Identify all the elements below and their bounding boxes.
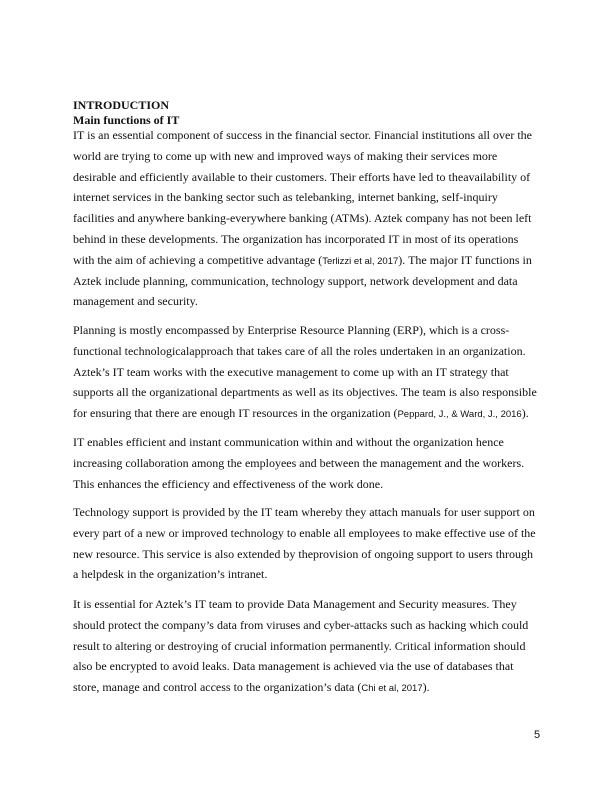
line-text: increasing collaboration among the employees and between the management and the workers. [73,455,525,470]
line-text: facilities and anywhere banking-everywhere banking (ATMs). Aztek company has not been left [73,211,532,226]
subsection-heading: Main functions of IT [73,113,180,127]
citation: Peppard, J., & Ward, J., 2016 [397,409,522,421]
line-text: management and security. [73,294,198,309]
line-text: for ensuring that there are enough IT resources in the organization ( [73,406,398,421]
paragraph-line [73,505,535,519]
paragraph-line [73,128,532,142]
paragraph-line [73,323,509,337]
paragraph-line [73,680,430,696]
line-text: also be encrypted to avoid leaks. Data management is achieved via the use of databases that [73,659,514,674]
line-text: functional technologicalapproach that takes care of all the roles undertaken in an organization. [73,343,526,358]
paragraph-line [73,659,514,673]
line-text: IT enables efficient and instant communication within and without the organization hence [73,435,504,449]
line-text: It is essential for Aztek’s IT team to provide Data Management and Security measures. They [73,597,517,611]
paragraph-line [73,294,198,308]
paragraph-line [73,477,383,491]
paragraph-line [73,344,526,358]
line-text: This enhances the efficiency and effectiveness of the work done. [73,476,384,491]
line-text: Aztek include planning, communication, technology support, network development and data [73,273,518,288]
line-text: every part of a new or improved technology to enable all employees to make effective use of the [73,525,536,540]
line-text: Planning is mostly encompassed by Enterprise Resource Planning (ERP), which is a cross- [73,323,510,337]
line-text: a helpdesk in the organization’s intranet. [73,567,268,582]
line-text: should protect the company’s data from viruses and cyber-attacks such as hacking which could [73,617,529,632]
paragraph-line [73,232,518,246]
line-text: internet services in the banking sector such as telebanking, internet banking, self-inquiry [73,190,498,205]
line-text: new resource. This service is also extended by theprovision of ongoing support to users through [73,546,534,561]
paragraph-line [73,365,509,379]
paragraph-line [73,618,528,632]
paragraph-line [73,211,532,225]
paragraph-line [73,406,529,422]
line-text: Aztek’s IT team works with the executive management to come up with an IT strategy that [73,364,509,379]
line-text: ). The major IT functions in [398,252,532,267]
page-number: 5 [534,729,541,741]
paragraph-line [73,190,498,204]
line-text: ). [422,680,430,695]
paragraph-line [73,597,517,611]
paragraph-line [73,435,504,449]
line-text: IT is an essential component of success in the financial sector. Financial institutions all over the [73,128,532,142]
paragraph-line [73,567,267,581]
paragraph-line [73,253,532,269]
paragraph-line [73,385,537,399]
line-text: store, manage and control access to the organization’s data ( [73,680,362,695]
line-text: with the aim of achieving a competitive advantage ( [73,252,323,267]
citation: Chi et al, 2017 [361,683,423,695]
line-text: desirable and efficiently available to their customers. Their efforts have led to theavailability of [73,169,531,184]
paragraph-line [73,639,525,653]
line-text: behind in these developments. The organization has incorporated IT in most of its operations [73,232,519,246]
line-text: world are trying to come up with new and improved ways of making their services more [73,148,498,163]
section-heading: INTRODUCTION [73,98,170,112]
paragraph-line [73,456,524,470]
paragraph-line [73,170,530,184]
paragraph-line [73,274,518,288]
line-text: result to altering or destroying of crucial information permanently. Critical information should [73,638,526,653]
line-text: ). [521,406,529,421]
paragraph-line [73,547,533,561]
line-text: supports all the organizational departments as well as its objectives. The team is also responsible [73,385,537,400]
citation: Terlizzi et al, 2017 [322,255,399,267]
paragraph-line [73,149,497,163]
paragraph-line [73,526,536,540]
line-text: Technology support is provided by the IT team whereby they attach manuals for user support on [73,505,535,519]
